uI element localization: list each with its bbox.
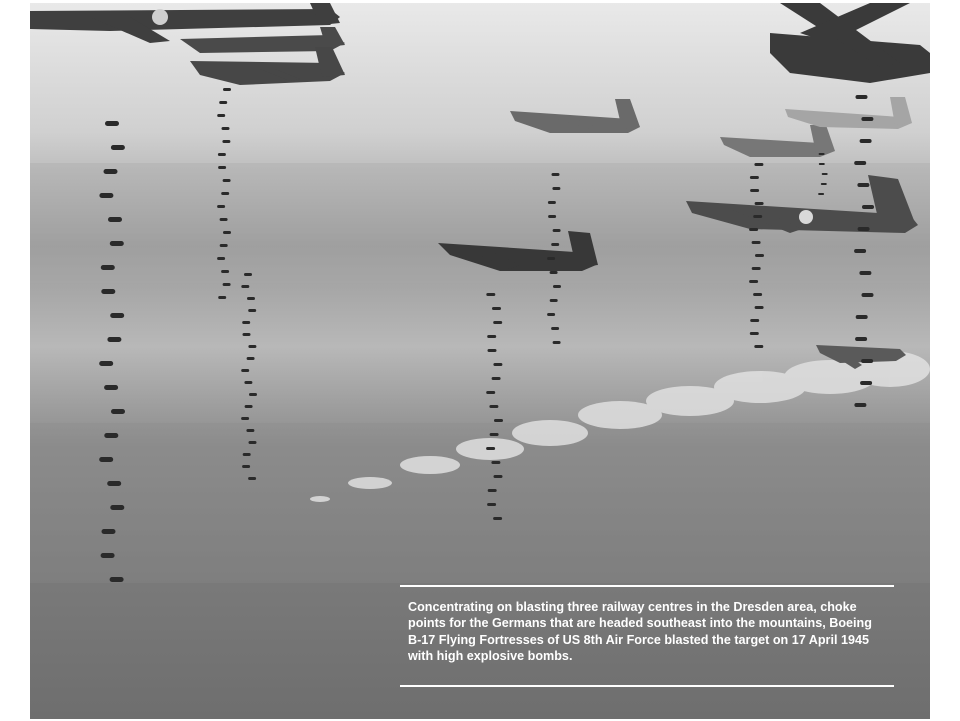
falling-bomb: [553, 285, 561, 288]
falling-bomb: [242, 321, 250, 324]
falling-bomb: [862, 293, 874, 297]
falling-bomb: [861, 117, 873, 121]
falling-bomb: [245, 405, 253, 408]
falling-bomb: [494, 419, 503, 422]
falling-bomb: [550, 299, 558, 302]
falling-bomb: [754, 163, 763, 166]
falling-bomb: [249, 441, 257, 444]
falling-bomb: [553, 341, 561, 344]
falling-bomb: [243, 333, 251, 336]
falling-bomb: [110, 577, 124, 582]
falling-bomb: [548, 201, 556, 204]
falling-bomb: [248, 309, 256, 312]
falling-bomb: [494, 475, 503, 478]
b17-center-upper: [510, 99, 640, 133]
falling-bomb: [243, 453, 251, 456]
falling-bomb: [750, 319, 759, 322]
falling-bomb: [217, 114, 225, 117]
falling-bomb: [749, 228, 758, 231]
falling-bomb: [223, 179, 231, 182]
falling-bomb: [246, 429, 254, 432]
falling-bomb: [854, 161, 866, 165]
falling-bomb: [492, 377, 501, 380]
falling-bomb: [552, 173, 560, 176]
falling-bomb: [101, 553, 115, 558]
falling-bomb: [493, 517, 502, 520]
falling-bomb: [755, 306, 764, 309]
falling-bomb: [220, 218, 228, 221]
falling-bomb: [552, 187, 560, 190]
falling-bomb: [551, 243, 559, 246]
falling-bomb: [108, 217, 122, 222]
falling-bomb: [749, 280, 758, 283]
falling-bomb: [222, 127, 230, 130]
falling-bomb: [547, 313, 555, 316]
falling-bomb: [750, 176, 759, 179]
falling-bomb: [856, 95, 868, 99]
falling-bomb: [857, 183, 869, 187]
falling-bomb: [104, 169, 118, 174]
falling-bomb: [492, 307, 501, 310]
falling-bomb: [488, 349, 497, 352]
falling-bomb: [493, 363, 502, 366]
falling-bomb: [754, 345, 763, 348]
falling-bomb: [99, 361, 113, 366]
falling-bomb: [548, 215, 556, 218]
falling-bomb: [854, 249, 866, 253]
falling-bomb: [101, 289, 115, 294]
falling-bomb: [242, 465, 250, 468]
falling-bomb: [750, 332, 759, 335]
falling-bomb: [856, 315, 868, 319]
falling-bomb: [101, 265, 115, 270]
falling-bomb: [550, 271, 558, 274]
falling-bomb: [819, 153, 825, 155]
falling-bomb: [752, 241, 761, 244]
falling-bomb: [248, 345, 256, 348]
falling-bomb: [217, 205, 225, 208]
falling-bomb: [859, 271, 871, 275]
falling-bomb: [854, 403, 866, 407]
falling-bomb: [244, 381, 252, 384]
falling-bomb: [223, 283, 231, 286]
falling-bomb: [247, 297, 255, 300]
falling-bomb: [487, 335, 496, 338]
falling-bomb: [493, 321, 502, 324]
falling-bomb: [486, 293, 495, 296]
falling-bomb: [753, 293, 762, 296]
falling-bomb: [753, 215, 762, 218]
falling-bomb: [490, 433, 499, 436]
falling-bomb: [752, 267, 761, 270]
falling-bomb: [110, 241, 124, 246]
falling-bomb: [553, 229, 561, 232]
falling-bomb: [819, 163, 825, 165]
falling-bomb: [241, 417, 249, 420]
falling-bomb: [99, 457, 113, 462]
falling-bomb: [818, 193, 824, 195]
falling-bomb: [221, 270, 229, 273]
falling-bomb: [221, 192, 229, 195]
falling-bomb: [107, 337, 121, 342]
falling-bomb: [821, 183, 827, 185]
falling-bomb: [249, 393, 257, 396]
falling-bomb: [220, 244, 228, 247]
photo-caption: [400, 585, 894, 687]
b17-right-distant-2: [785, 97, 912, 129]
falling-bomb: [547, 257, 555, 260]
falling-bomb: [247, 357, 255, 360]
falling-bomb: [858, 227, 870, 231]
falling-bomb: [218, 153, 226, 156]
falling-bomb: [104, 433, 118, 438]
falling-bomb: [486, 447, 495, 450]
b17-right-distant-1: [720, 125, 835, 157]
falling-bomb: [241, 285, 249, 288]
falling-bomb: [110, 505, 124, 510]
falling-bomb: [755, 202, 764, 205]
falling-bomb: [217, 257, 225, 260]
falling-bomb: [822, 173, 828, 175]
falling-bomb: [491, 461, 500, 464]
falling-bomb: [105, 121, 119, 126]
falling-bomb: [855, 337, 867, 341]
falling-bomb: [223, 88, 231, 91]
falling-bomb: [248, 477, 256, 480]
falling-bomb: [111, 409, 125, 414]
falling-bomb: [104, 385, 118, 390]
caption-text: Concentrating on blasting three railway centres in the Dresden area, choke points for the Germans that are headed southeast into the mountains, Boeing B-17 Flying Fortresses of US 8th Air Force blasted the target on 17 April 1945 with high explosive bombs.: [408, 600, 872, 664]
falling-bomb: [244, 273, 252, 276]
falling-bomb: [488, 489, 497, 492]
falling-bomb: [860, 381, 872, 385]
falling-bomb: [99, 193, 113, 198]
falling-bomb: [486, 391, 495, 394]
falling-bomb: [750, 189, 759, 192]
falling-bomb: [755, 254, 764, 257]
b17-top-right: [770, 3, 930, 83]
falling-bomb: [218, 296, 226, 299]
falling-bomb: [102, 529, 116, 534]
falling-bomb: [860, 139, 872, 143]
falling-bomb: [111, 145, 125, 150]
falling-bomb: [223, 231, 231, 234]
falling-bomb: [862, 205, 874, 209]
falling-bomb: [219, 101, 227, 104]
falling-bomb: [487, 503, 496, 506]
falling-bomb: [489, 405, 498, 408]
falling-bomb: [107, 481, 121, 486]
falling-bomb: [110, 313, 124, 318]
falling-bomb: [861, 359, 873, 363]
falling-bomb: [222, 140, 230, 143]
falling-bomb: [551, 327, 559, 330]
falling-bomb: [218, 166, 226, 169]
falling-bomb: [241, 369, 249, 372]
